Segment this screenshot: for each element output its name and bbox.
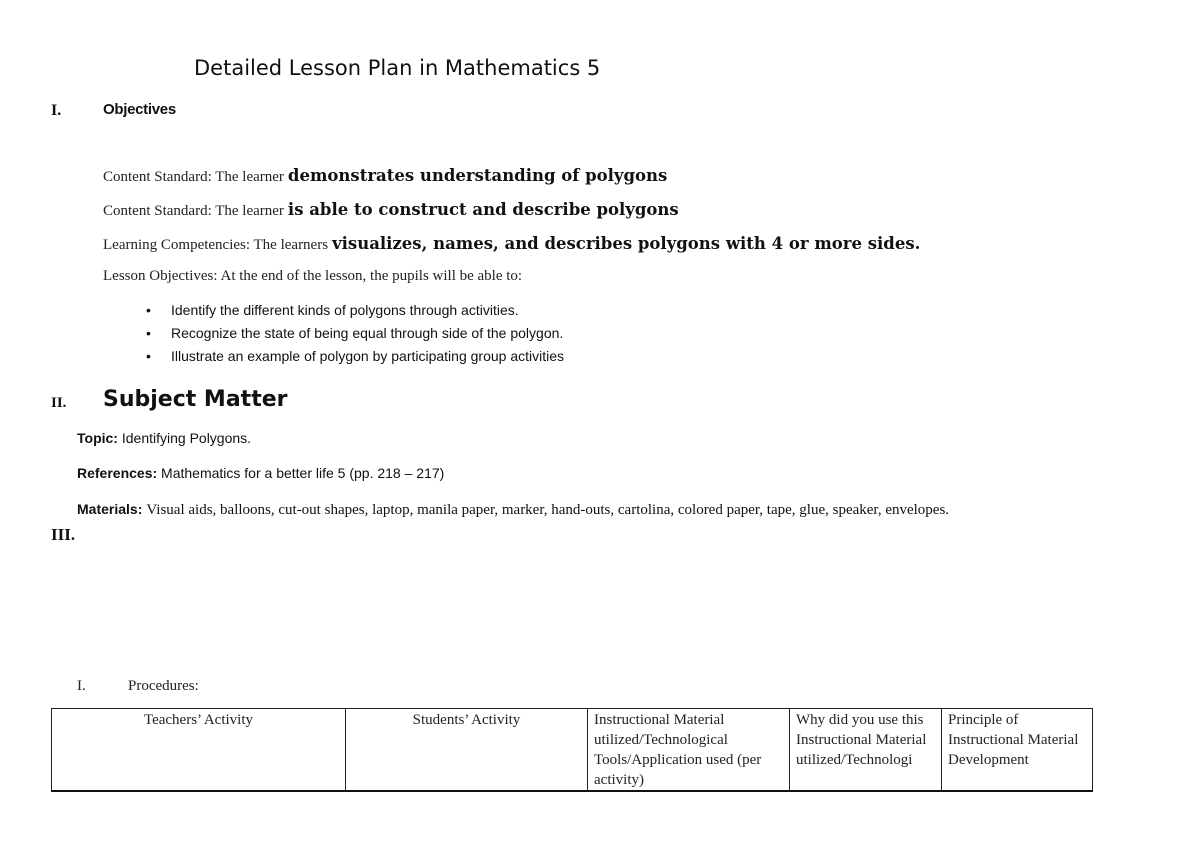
column-students-activity: Students’ Activity — [346, 709, 588, 792]
learning-competencies-text: visualizes, names, and describes polygons with 4 or more sides. — [332, 234, 921, 253]
list-item-text: Identify the different kinds of polygons through activities. — [171, 302, 519, 318]
list-item-text: Recognize the state of being equal through side of the polygon. — [171, 325, 564, 341]
section-numeral-three: III. — [51, 525, 76, 544]
column-instructional-material: Instructional Material utilized/Technological Tools/Application used (per activity) — [588, 709, 790, 792]
content-standard-2 — [103, 200, 679, 220]
topic-value: Identifying Polygons. — [121, 430, 252, 446]
procedures-label: Procedures: — [128, 678, 199, 694]
column-why-used: Why did you use this Instructional Material utilized/Technologi — [790, 709, 942, 792]
bullet-icon: • — [146, 302, 151, 318]
content-standard-1-label: Content Standard: The learner — [103, 169, 284, 185]
section-numeral-objectives: I. — [51, 102, 62, 119]
learning-competencies — [103, 234, 920, 254]
list-item — [146, 301, 564, 324]
page-title: Detailed Lesson Plan in Mathematics 5 — [194, 56, 601, 80]
materials-value: Visual aids, balloons, cut-out shapes, laptop, manila paper, marker, hand-outs, cartolina, colored paper, tape, glue, speaker, envelopes. — [146, 502, 950, 518]
subject-matter-heading: Subject Matter — [103, 387, 288, 412]
list-item — [146, 347, 564, 370]
references-line — [77, 465, 444, 481]
objectives-bullet-list — [146, 301, 564, 370]
content-standard-1-text: demonstrates understanding of polygons — [287, 166, 668, 185]
column-teachers-activity: Teachers’ Activity — [52, 709, 346, 792]
bullet-icon: • — [146, 348, 151, 364]
topic-line — [77, 430, 251, 446]
topic-label: Topic: — [77, 430, 118, 446]
procedures-numeral: I. — [77, 678, 86, 694]
lesson-objectives-intro: Lesson Objectives: At the end of the lesson, the pupils will be able to: — [103, 268, 523, 284]
procedures-table — [51, 708, 1093, 792]
materials-label: Materials: — [77, 501, 143, 517]
table-header-row — [52, 709, 1093, 792]
materials-line — [77, 501, 949, 519]
content-standard-2-text: is able to construct and describe polygons — [287, 200, 679, 219]
content-standard-1 — [103, 166, 667, 186]
column-principle: Principle of Instructional Material Development — [942, 709, 1093, 792]
references-label: References: — [77, 465, 158, 481]
learning-competencies-label: Learning Competencies: The learners — [103, 237, 329, 253]
references-value: Mathematics for a better life 5 (pp. 218 – 217) — [161, 465, 445, 481]
section-numeral-subject-matter: II. — [51, 395, 67, 411]
bullet-icon: • — [146, 325, 151, 341]
objectives-heading: Objectives — [103, 101, 176, 118]
list-item-text: Illustrate an example of polygon by participating group activities — [171, 348, 564, 364]
content-standard-2-label: Content Standard: The learner — [103, 203, 284, 219]
list-item — [146, 324, 564, 347]
